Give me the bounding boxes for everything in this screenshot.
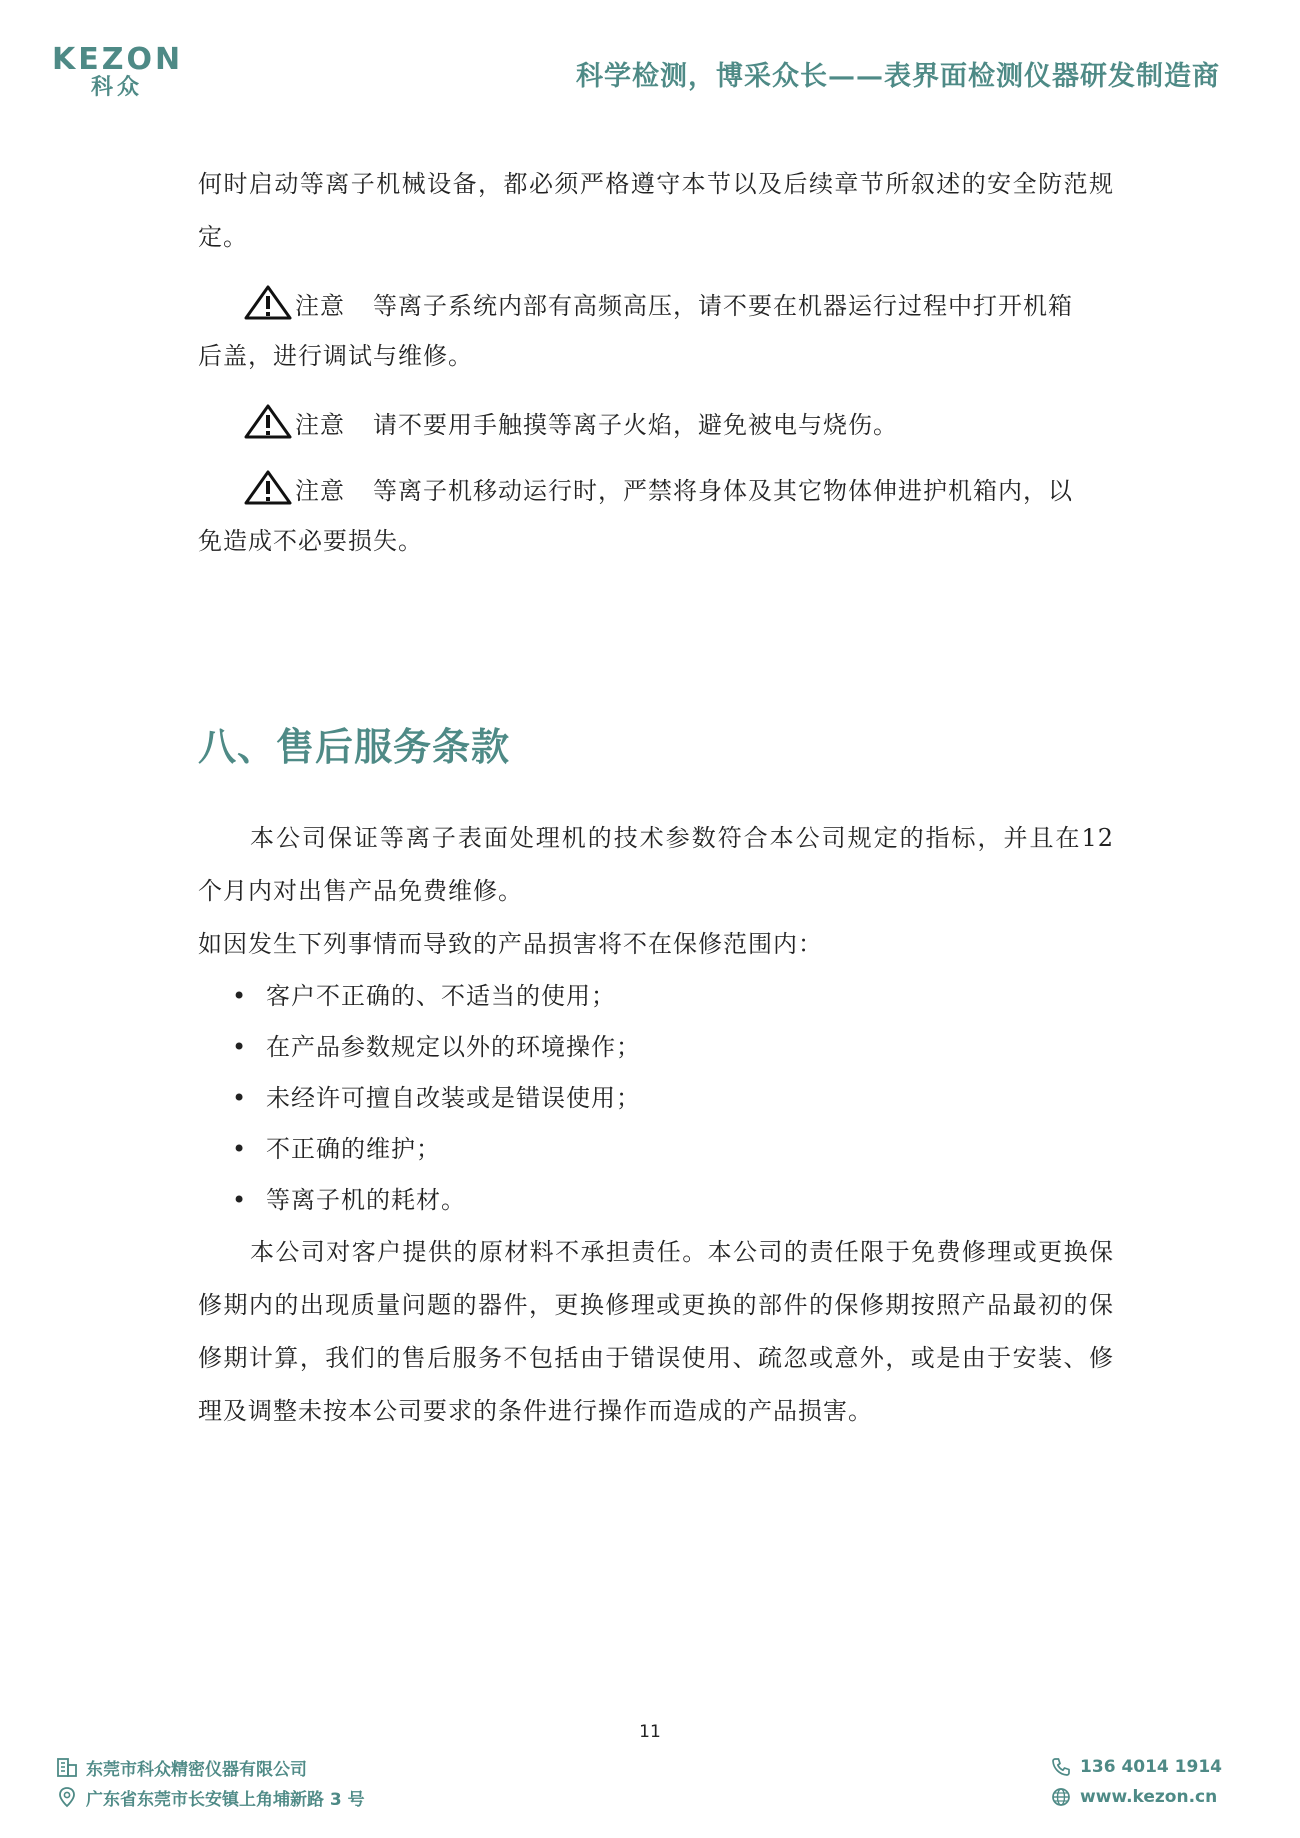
exclusion-list [198, 971, 1114, 1226]
notice-1 [198, 276, 1114, 383]
notice-text: 等离子机移动运行时，严禁将身体及其它物体伸进护机箱内，以 [373, 476, 1073, 505]
footer-phone[interactable]: 136 4014 1914 [1080, 1757, 1222, 1777]
bullet-icon: • [232, 982, 248, 1010]
notice-2 [198, 395, 1114, 449]
notice-continuation: 后盖，进行调试与维修。 [198, 342, 473, 370]
list-item [198, 971, 1114, 1022]
warning-icon [243, 470, 293, 506]
page-number: 11 [639, 1722, 661, 1742]
building-icon [56, 1756, 78, 1778]
lead-paragraph: 何时启动等离子机械设备，都必须严格遵守本节以及后续章节所叙述的安全防范规定。 [198, 170, 1114, 251]
bullet-icon: • [232, 1033, 248, 1061]
globe-icon [1050, 1786, 1072, 1808]
list-item-text: 在产品参数规定以外的环境操作； [266, 1033, 641, 1061]
exclusion-lead: 如因发生下列事情而导致的产品损害将不在保修范围内： [198, 930, 823, 958]
location-pin-icon [56, 1786, 78, 1808]
notice-3 [198, 461, 1114, 568]
page-content [198, 158, 1114, 1438]
footer-company-name: 东莞市科众精密仪器有限公司 [86, 1759, 307, 1780]
bullet-icon: • [232, 1135, 248, 1163]
section-title: 八、售后服务条款 [198, 725, 511, 769]
footer-address: 广东省东莞市长安镇上角埔新路 3 号 [86, 1789, 365, 1810]
list-item-text: 未经许可擅自改装或是错误使用； [266, 1084, 641, 1112]
notice-label: 注意 [295, 410, 345, 439]
footer-website[interactable]: www.kezon.cn [1080, 1787, 1218, 1807]
logo-chinese: 科众 [90, 75, 143, 100]
footer-contact-info [1050, 1752, 1222, 1812]
list-item-text: 不正确的维护； [266, 1135, 441, 1163]
logo-english: KEZON [52, 42, 184, 77]
warning-icon [243, 404, 293, 440]
warning-icon [243, 285, 293, 321]
company-logo [52, 44, 182, 100]
notice-label: 注意 [295, 476, 345, 505]
bullet-icon: • [232, 1084, 248, 1112]
list-item-text: 等离子机的耗材。 [266, 1186, 466, 1214]
list-item [198, 1124, 1114, 1175]
notice-label: 注意 [295, 291, 345, 320]
notice-continuation: 免造成不必要损失。 [198, 527, 423, 555]
bullet-icon: • [232, 1186, 248, 1214]
list-item [198, 1073, 1114, 1124]
warranty-intro: 本公司保证等离子表面处理机的技术参数符合本公司规定的指标，并且在12 个月内对出售产品免费维修。 [198, 824, 1114, 905]
notice-text: 请不要用手触摸等离子火焰，避免被电与烧伤。 [373, 410, 898, 439]
footer-company-info [56, 1752, 365, 1812]
phone-icon [1050, 1756, 1072, 1778]
closing-paragraph: 本公司对客户提供的原材料不承担责任。本公司的责任限于免费修理或更换保修期内的出现质量问题的器件，更换修理或更换的部件的保修期按照产品最初的保修期计算，我们的售后服务不包括由于错误使用、疏忽或意外，或是由于安装、修理及调整未按本公司要求的条件进行操作而造成的产品损害。 [198, 1238, 1114, 1425]
list-item-text: 客户不正确的、不适当的使用； [266, 982, 616, 1010]
list-item [198, 1175, 1114, 1226]
header-slogan: 科学检测，博采众长——表界面检测仪器研发制造商 [576, 61, 1220, 92]
list-item [198, 1022, 1114, 1073]
notice-text: 等离子系统内部有高频高压，请不要在机器运行过程中打开机箱 [373, 291, 1073, 320]
